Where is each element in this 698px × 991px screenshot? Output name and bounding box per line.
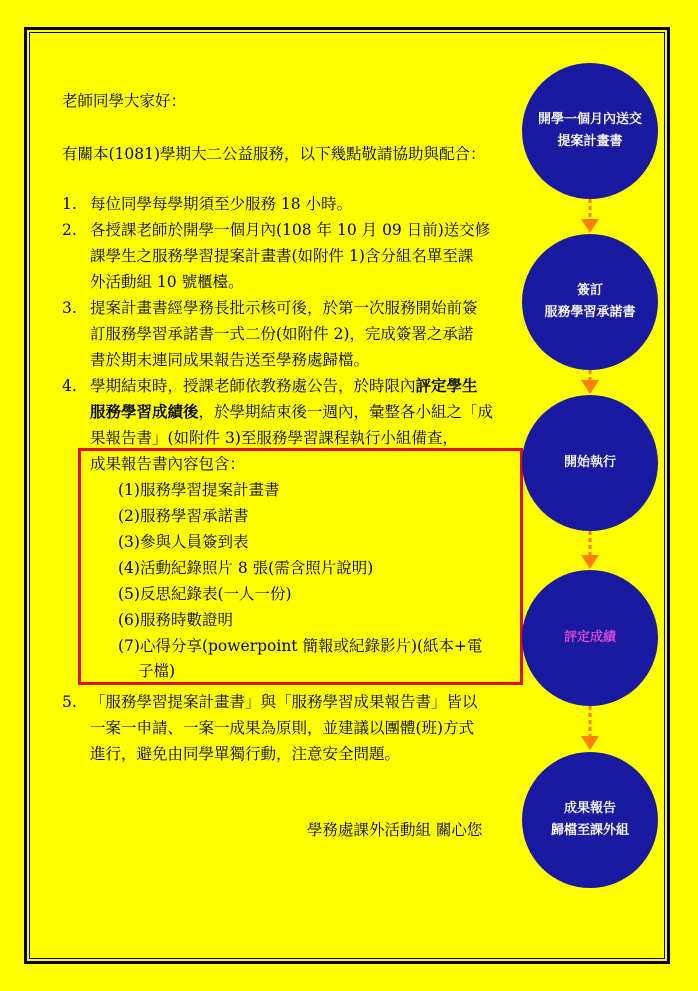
item-4-line-2-text: ，於學期結束後一週內，彙整各小組之「成 <box>198 403 494 421</box>
item-2-line-1: 各授課老師於開學一個月內(108 年 10 月 09 日前)送交修 <box>90 221 491 239</box>
flow-step-start-execution <box>522 395 658 531</box>
report-entry-7-continued: 子檔) <box>138 662 176 680</box>
item-3-line-2: 訂服務學習承諾書一式二份(如附件 2)，完成簽署之承諾 <box>90 325 474 343</box>
item-2-line-3: 外活動組 10 號櫃檯。 <box>90 273 244 291</box>
greeting: 老師同學大家好： <box>62 92 187 110</box>
flow-step-assess-grades <box>522 570 658 706</box>
item-4-number: 4. <box>62 377 77 395</box>
item-3-line-3: 書於期末連同成果報告送至學務處歸檔。 <box>90 351 370 369</box>
item-5-number: 5. <box>62 693 77 711</box>
report-entry-5: (5)反思紀錄表(一人一份) <box>118 585 292 603</box>
item-4-line-2-emphasis: 服務學習成績後 <box>90 402 199 421</box>
report-contents-heading: 成果報告書內容包含： <box>90 455 246 473</box>
report-entry-6: (6)服務時數證明 <box>118 611 233 629</box>
report-entry-7: (7)心得分享(powerpoint 簡報或紀錄影片)(紙本+電 <box>118 637 483 655</box>
report-entry-4: (4)活動紀錄照片 8 張(需含照片說明) <box>118 559 374 577</box>
item-5-line-1: 「服務學習提案計畫書」與「服務學習成果報告書」皆以 <box>90 693 478 711</box>
item-4-line-1 <box>90 374 478 398</box>
item-3-number: 3. <box>62 299 77 317</box>
flow-step-4-line-1: 評定成績 <box>563 630 616 645</box>
item-5-line-3: 進行，避免由同學單獨行動，注意安全問題。 <box>90 745 401 763</box>
item-4-line-2 <box>90 400 493 424</box>
report-entry-2: (2)服務學習承諾書 <box>118 507 249 525</box>
item-5-line-2: 一案一申請、一案一成果為原則，並建議以團體(班)方式 <box>90 719 475 737</box>
flow-step-5-line-1: 成果報告 <box>563 801 616 816</box>
flow-step-2-line-2: 服務學習承諾書 <box>544 305 636 320</box>
item-1-number: 1. <box>62 195 77 213</box>
item-3-line-1: 提案計畫書經學務長批示核可後，於第一次服務開始前簽 <box>90 299 478 317</box>
intro-text: 有關本(1081)學期大二公益服務，以下幾點敬請協助與配合： <box>62 145 486 163</box>
flow-step-1-line-2: 提案計畫書 <box>557 134 623 149</box>
flow-step-1-line-1: 開學一個月內送交 <box>537 112 642 127</box>
item-2-number: 2. <box>62 221 77 239</box>
item-1-line-1: 每位同學每學期須至少服務 18 小時。 <box>90 195 353 213</box>
flow-arrow-3 <box>578 531 602 571</box>
item-4-line-1-text: 學期結束時，授課老師依教務處公告，於時限內 <box>90 377 416 395</box>
item-4-line-1-emphasis: 評定學生 <box>415 376 478 395</box>
flow-arrow-1 <box>578 199 602 235</box>
flow-step-file-report <box>522 752 658 888</box>
item-4-line-3: 果報告書」(如附件 3)至服務學習課程執行小組備查， <box>90 429 458 447</box>
flow-arrow-2 <box>578 370 602 396</box>
signature: 學務處課外活動組 關心您 <box>307 821 483 839</box>
item-2-line-2: 課學生之服務學習提案計畫書(如附件 1)含分組名單至課 <box>90 247 474 265</box>
flow-step-2-line-1: 簽訂 <box>576 283 603 298</box>
report-entry-1: (1)服務學習提案計畫書 <box>118 481 280 499</box>
flow-step-sign-pledge <box>522 234 658 370</box>
flow-step-submit-proposal <box>522 63 658 199</box>
report-entry-3: (3)參與人員簽到表 <box>118 533 249 551</box>
flow-step-5-line-2: 歸檔至課外組 <box>550 823 629 838</box>
flow-arrow-4 <box>578 706 602 752</box>
flow-step-3-line-1: 開始執行 <box>563 455 616 470</box>
